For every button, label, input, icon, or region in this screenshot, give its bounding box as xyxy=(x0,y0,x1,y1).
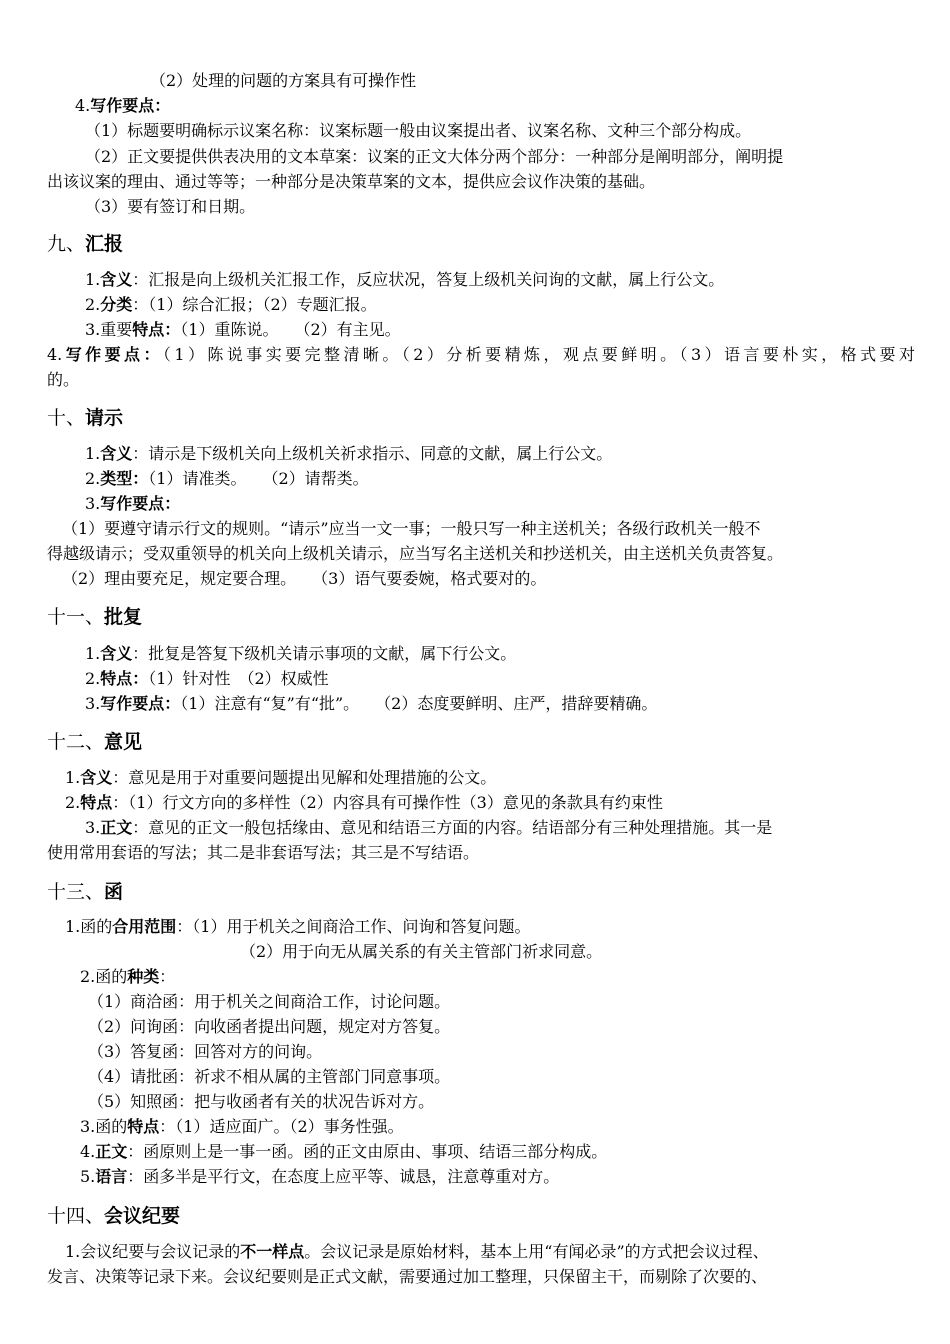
section-heading-reply: 十一、批复 xyxy=(47,606,143,628)
s14-differences: 1.会议纪要与会议记录的不一样点。会议记录是原始材料，基本上用“有闻必录”的方式把会议过程、 xyxy=(65,1242,769,1261)
s8-item2-continuation: （2）处理的问题的方案具有可操作性 xyxy=(150,71,417,90)
s14-differences-continuation: 发言、决策等记录下来。会议纪要则是正式文献，需要通过加工整理，只保留主干，而剔除了次要的、 xyxy=(47,1267,768,1286)
s11-definition: 1.含义：批复是答复下级机关请示事项的文献，属下行公文。 xyxy=(85,644,517,663)
s8-point-1: （1）标题要明确标示议案名称：议案标题一般由议案提出者、议案名称、文种三个部分构成。 xyxy=(85,121,752,140)
s8-point-2-continuation: 出该议案的理由、通过等等；一种部分是决策草案的文本，提供应会议作决策的基础。 xyxy=(47,172,656,191)
s11-writing-points: 3.写作要点：（1）注意有“复”有“批”。 （2）态度要鲜明、庄严，措辞要精确。 xyxy=(85,694,658,713)
s9-definition: 1.含义：汇报是向上级机关汇报工作，反应状况，答复上级机关问询的文献，属上行公文。 xyxy=(85,270,725,289)
section-heading-request: 十、请示 xyxy=(47,407,124,429)
section-heading-opinion: 十二、意见 xyxy=(47,731,143,753)
s10-writing-points-heading: 3.写作要点： xyxy=(85,494,181,513)
s12-features: 2.特点：（1）行文方向的多样性（2）内容具有可操作性（3）意见的条款具有约束性 xyxy=(65,793,663,812)
s8-point-3: （3）要有签订和日期。 xyxy=(85,197,256,216)
s9-writing-points: 4.写作要点：（1）陈说事实要完整清晰。（2）分析要精炼，观点要鲜明。（3）语言要朴实，格式要对 xyxy=(47,345,915,364)
s13-body: 4.正文：函原则上是一事一函。函的正文由原由、事项、结语三部分构成。 xyxy=(80,1142,608,1161)
s10-types: 2.类型：（1）请准类。 （2）请帮类。 xyxy=(85,469,369,488)
s10-point-1-continuation: 得越级请示；受双重领导的机关向上级机关请示，应当写名主送机关和抄送机关，由主送机关负责答复。 xyxy=(47,544,784,563)
s13-scope-continuation: （2）用于向无从属关系的有关主管部门祈求同意。 xyxy=(240,942,603,961)
s13-types-heading: 2.函的种类： xyxy=(80,967,176,986)
s10-point-1: （1）要遵守请示行文的规则。“请示”应当一文一事；一般只写一种主送机关；各级行政机关一般不 xyxy=(62,519,761,538)
s13-type-item: （4）请批函：祈求不相从属的主管部门同意事项。 xyxy=(88,1067,451,1086)
section-heading-meeting-minutes: 十四、会议纪要 xyxy=(47,1205,181,1227)
s12-body: 3.正文：意见的正文一般包括缘由、意见和结语三方面的内容。结语部分有三种处理措施。其一是 xyxy=(85,818,773,837)
s13-type-item: （5）知照函：把与收函者有关的状况告诉对方。 xyxy=(88,1092,435,1111)
s13-scope: 1.函的合用范围：（1）用于机关之间商洽工作、问询和答复问题。 xyxy=(65,917,531,936)
s13-type-item: （2）问询函：向收函者提出问题，规定对方答复。 xyxy=(88,1017,451,1036)
s8-writing-points-heading: 4.写作要点： xyxy=(75,96,171,115)
section-heading-letter: 十三、函 xyxy=(47,881,124,903)
s10-points-2-3: （2）理由要充足，规定要合理。 （3）语气要委婉，格式要对的。 xyxy=(62,569,547,588)
s10-definition: 1.含义：请示是下级机关向上级机关祈求指示、同意的文献，属上行公文。 xyxy=(85,444,613,463)
s13-type-item: （1）商洽函：用于机关之间商洽工作，讨论问题。 xyxy=(88,992,451,1011)
s13-features: 3.函的特点：（1）适应面广。（2）事务性强。 xyxy=(80,1117,404,1136)
s9-classification: 2.分类：（1）综合汇报；（2）专题汇报。 xyxy=(85,295,377,314)
s12-body-continuation: 使用常用套语的写法；其二是非套语写法；其三是不写结语。 xyxy=(47,843,480,862)
s12-definition: 1.含义：意见是用于对重要问题提出见解和处理措施的公文。 xyxy=(65,768,497,787)
s13-language: 5.语言：函多半是平行文，在态度上应平等、诚恳，注意尊重对方。 xyxy=(80,1167,560,1186)
s8-point-2: （2）正文要提供供表决用的文本草案：议案的正文大体分两个部分：一种部分是阐明部分，阐明提 xyxy=(85,147,784,166)
s9-features: 3.重要特点：（1）重陈说。 （2）有主见。 xyxy=(85,320,401,339)
s11-features: 2.特点：（1）针对性 （2）权威性 xyxy=(85,669,329,688)
s9-writing-points-continuation: 的。 xyxy=(47,370,80,389)
s13-type-item: （3）答复函：回答对方的问询。 xyxy=(88,1042,323,1061)
section-heading-report: 九、汇报 xyxy=(47,233,124,255)
